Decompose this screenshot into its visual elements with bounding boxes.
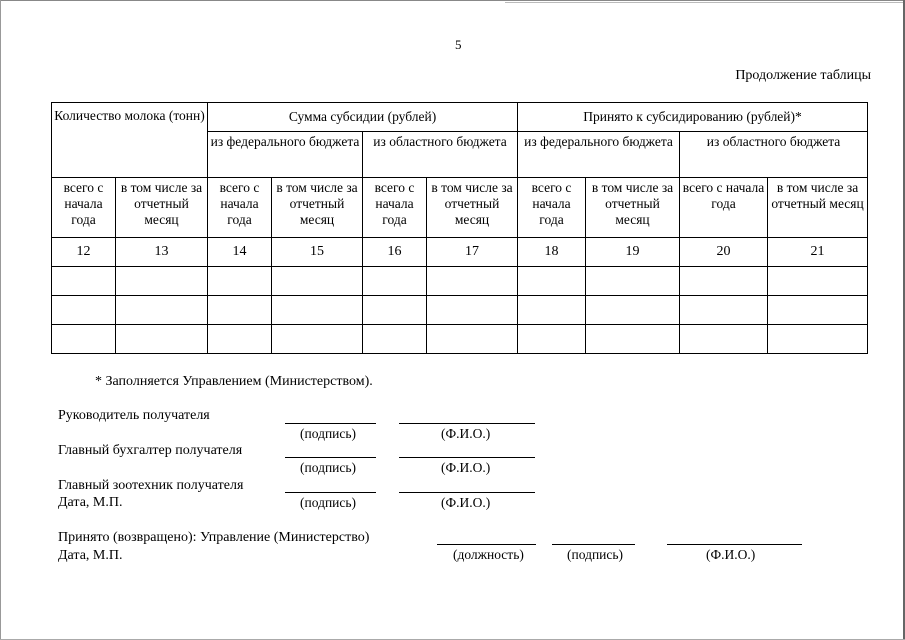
name-caption: (Ф.И.О.)	[441, 426, 491, 441]
table-row	[52, 325, 868, 354]
subheader-federal-accepted: из федерального бюджета	[518, 132, 680, 178]
table-cell	[768, 267, 868, 296]
column-header: всего с начала года	[680, 178, 768, 238]
column-number: 19	[586, 238, 680, 267]
position-caption: (должность)	[453, 547, 524, 562]
table-cell	[52, 325, 116, 354]
column-header: в том числе за отчетный месяц	[768, 178, 868, 238]
table-cell	[363, 325, 427, 354]
header-accepted: Принято к субсидированию (рублей)*	[518, 103, 868, 132]
table-cell	[116, 267, 208, 296]
name-caption: (Ф.И.О.)	[441, 460, 491, 475]
table-cell	[680, 267, 768, 296]
page-edge-left	[0, 0, 1, 640]
column-number: 14	[208, 238, 272, 267]
table-cell	[363, 296, 427, 325]
page-edge-top	[0, 0, 905, 1]
table-cell	[518, 296, 586, 325]
table-cell	[586, 296, 680, 325]
table-cell	[680, 325, 768, 354]
name-line	[399, 423, 535, 424]
column-header: всего с начала года	[208, 178, 272, 238]
subsidy-table	[51, 102, 868, 354]
signature-line	[552, 544, 635, 545]
table-cell	[518, 267, 586, 296]
name-caption: (Ф.И.О.)	[441, 495, 491, 510]
signature-caption: (подпись)	[300, 426, 357, 441]
signature-caption: (подпись)	[300, 460, 357, 475]
table-cell	[586, 267, 680, 296]
subheader-regional-accepted: из областного бюджета	[680, 132, 868, 178]
table-cell	[427, 296, 518, 325]
table-cell	[208, 325, 272, 354]
column-header: в том числе за отчетный месяц	[116, 178, 208, 238]
table-cell	[768, 325, 868, 354]
header-milk-quantity: Количество молока (тонн)	[52, 103, 208, 178]
table-cell	[272, 267, 363, 296]
table-cell	[518, 325, 586, 354]
table-cell	[363, 267, 427, 296]
header-subsidy-sum: Сумма субсидии (рублей)	[208, 103, 518, 132]
table-cell	[427, 325, 518, 354]
signature-line	[285, 492, 376, 493]
label-date-stamp: Дата, М.П.	[58, 495, 123, 510]
signature-line	[285, 423, 376, 424]
column-number: 21	[768, 238, 868, 267]
column-number: 18	[518, 238, 586, 267]
table-cell	[52, 296, 116, 325]
subheader-federal-sum: из федерального бюджета	[208, 132, 363, 178]
signature-caption: (подпись)	[300, 495, 357, 510]
table-cell	[208, 296, 272, 325]
label-head: Руководитель получателя	[58, 408, 210, 423]
column-header: в том числе за отчетный месяц	[586, 178, 680, 238]
table-row	[52, 296, 868, 325]
table-cell	[768, 296, 868, 325]
table-cell	[116, 296, 208, 325]
table-row	[52, 267, 868, 296]
column-number: 16	[363, 238, 427, 267]
footnote: * Заполняется Управлением (Министерством).	[95, 374, 373, 389]
column-header: в том числе за отчетный месяц	[427, 178, 518, 238]
subheader-regional-sum: из областного бюджета	[363, 132, 518, 178]
column-header: всего с начала года	[518, 178, 586, 238]
label-accountant: Главный бухгалтер получателя	[58, 443, 243, 458]
table-cell	[427, 267, 518, 296]
column-header: в том числе за отчетный месяц	[272, 178, 363, 238]
table-cell	[208, 267, 272, 296]
label-accepted-date: Дата, М.П.	[58, 548, 123, 563]
name-line	[399, 457, 535, 458]
table-cell	[116, 325, 208, 354]
column-header: всего с начала года	[363, 178, 427, 238]
column-number: 12	[52, 238, 116, 267]
column-number: 13	[116, 238, 208, 267]
column-number: 20	[680, 238, 768, 267]
name-caption: (Ф.И.О.)	[706, 547, 756, 562]
table-cell	[680, 296, 768, 325]
label-zootechnician: Главный зоотехник получателя	[58, 478, 244, 493]
column-number: 15	[272, 238, 363, 267]
signature-line	[285, 457, 376, 458]
signature-caption: (подпись)	[567, 547, 624, 562]
position-line	[437, 544, 536, 545]
page-number: 5	[455, 37, 462, 52]
label-accepted: Принято (возвращено): Управление (Министерство)	[58, 530, 370, 545]
continuation-label: Продолжение таблицы	[735, 68, 871, 83]
table-cell	[52, 267, 116, 296]
table-cell	[586, 325, 680, 354]
column-header: всего с начала года	[52, 178, 116, 238]
name-line	[667, 544, 802, 545]
page-edge-top-inner	[505, 2, 905, 3]
name-line	[399, 492, 535, 493]
column-number: 17	[427, 238, 518, 267]
table-cell	[272, 296, 363, 325]
table-cell	[272, 325, 363, 354]
